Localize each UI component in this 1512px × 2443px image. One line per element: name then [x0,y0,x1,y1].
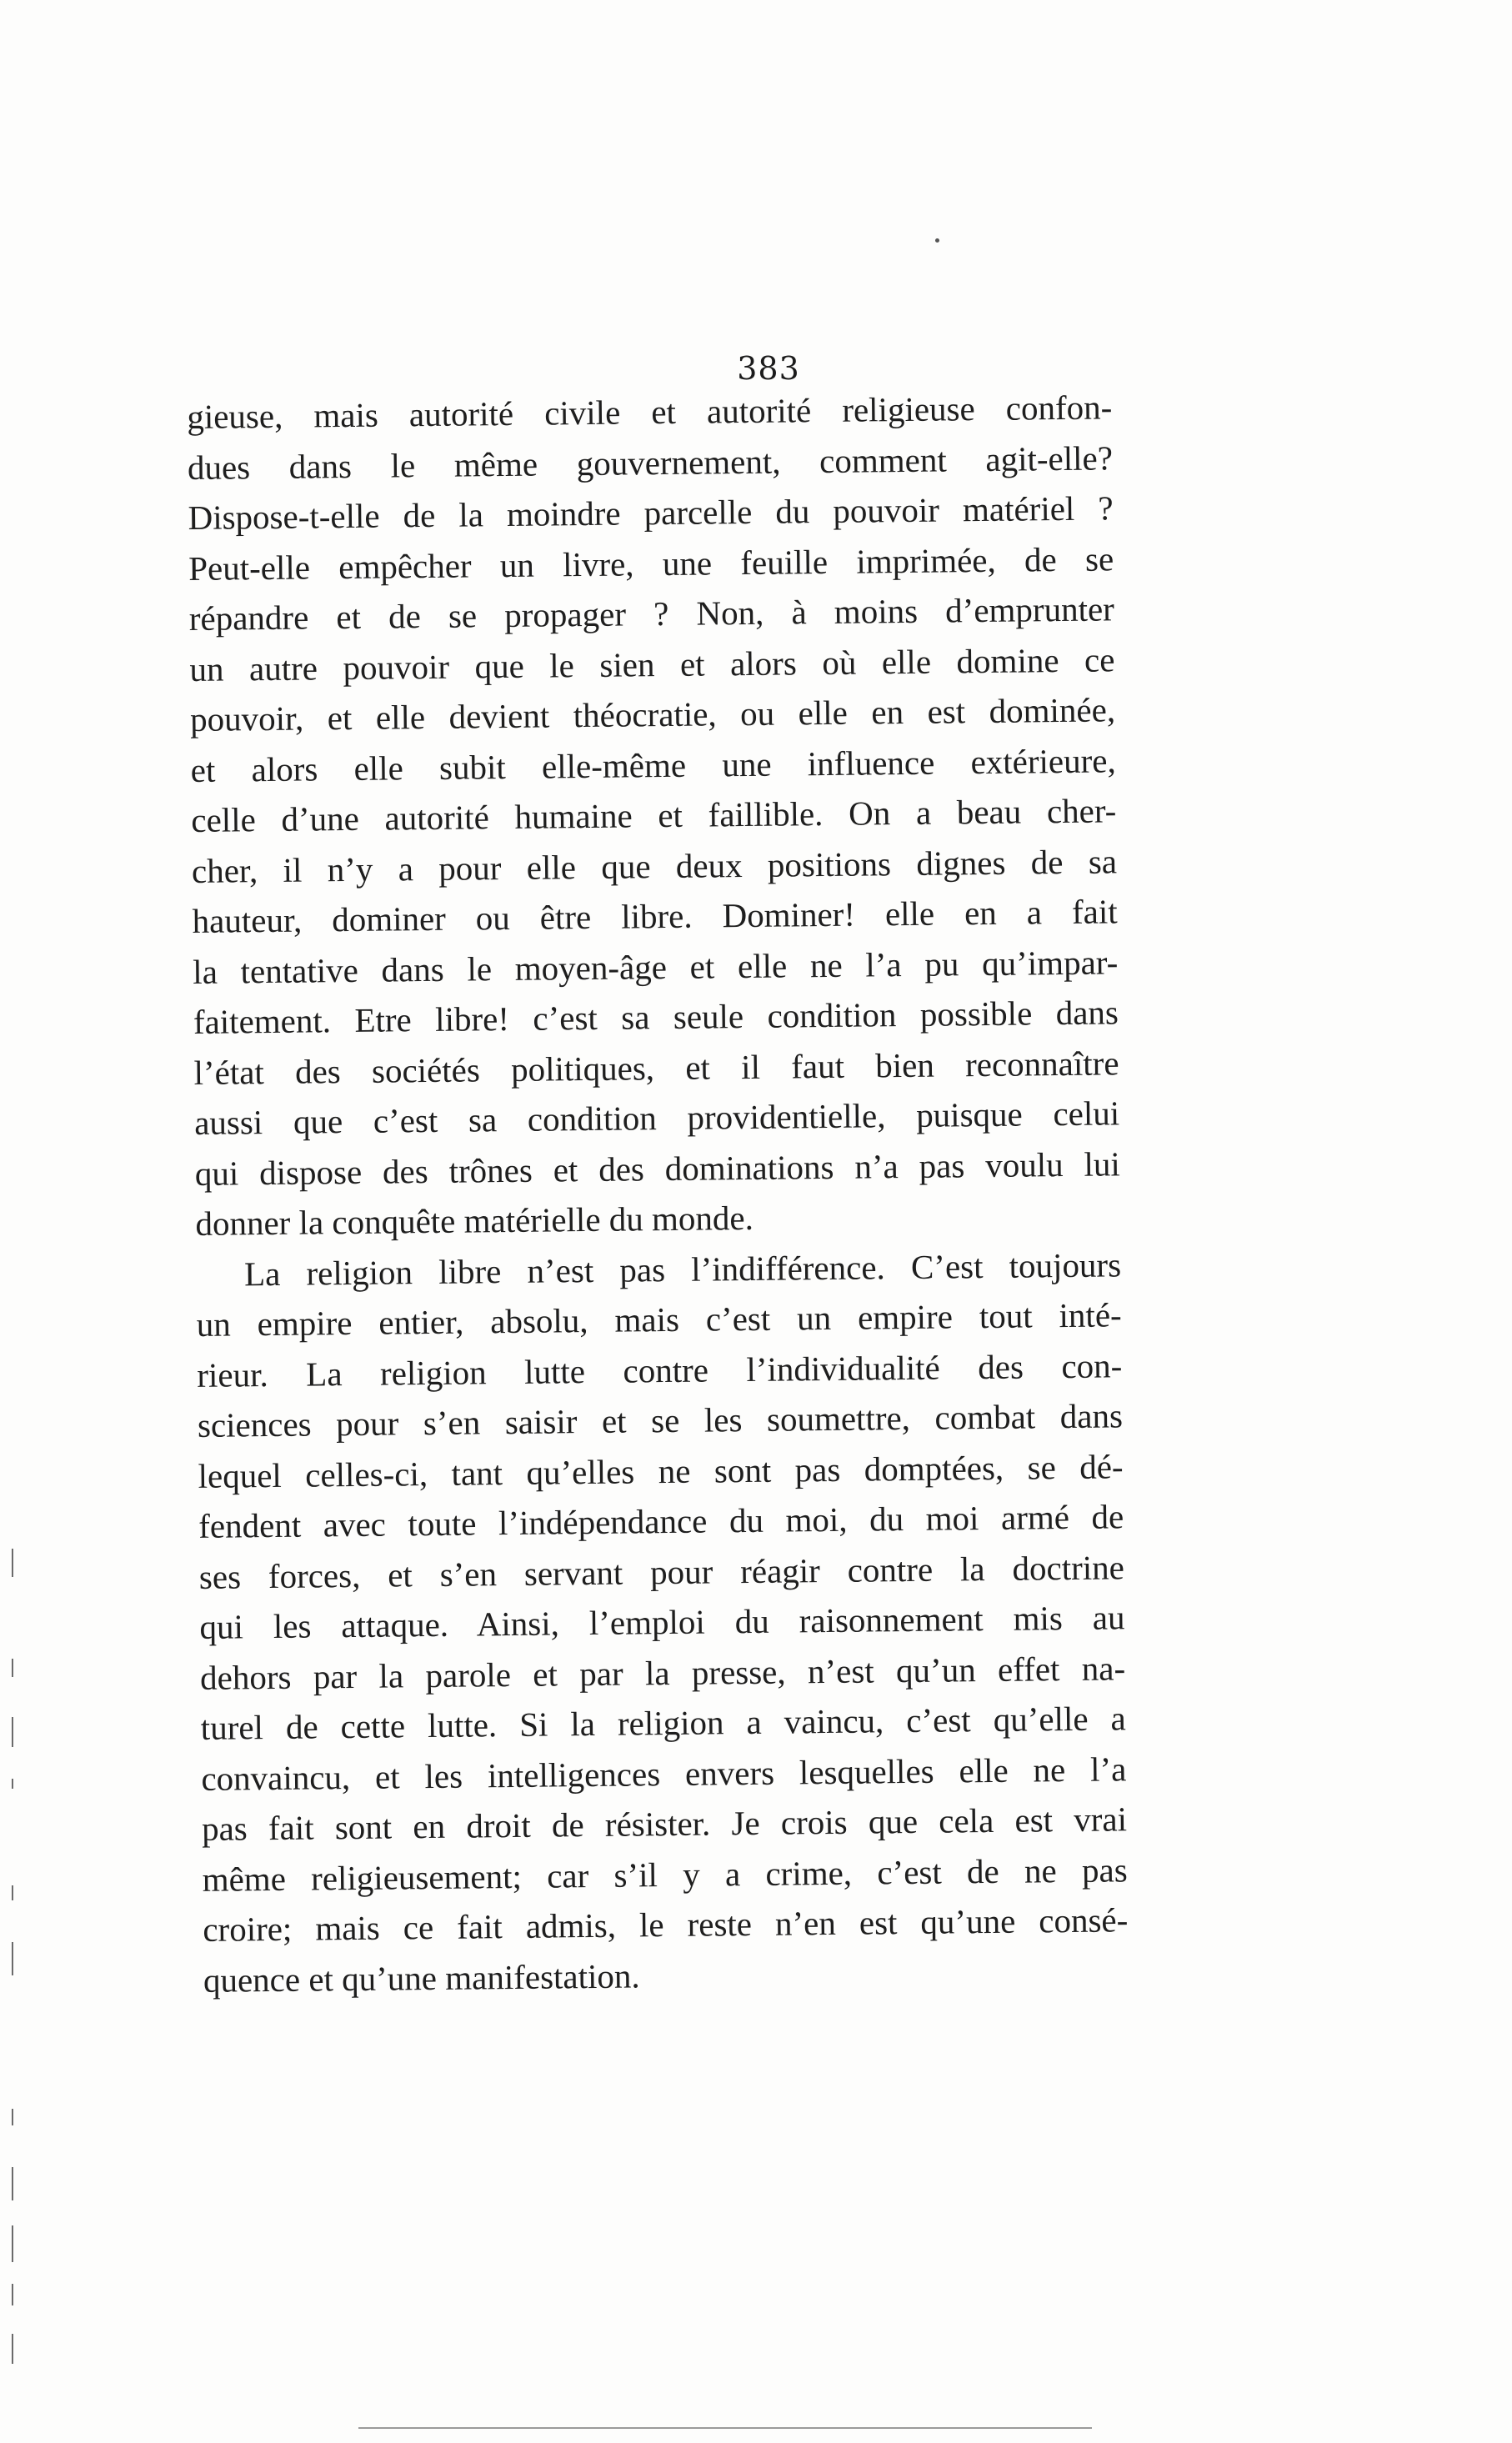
text-line: qui dispose des trônes et des dominations n’a pas voulu lui [194,1144,1120,1193]
text-line: hauteur, dominer ou être libre. Dominer! elle en a fait [192,892,1118,940]
scan-mark [12,1717,13,1747]
text-line: qui les attaque. Ainsi, l’emploi du raisonnement mis au [199,1598,1125,1646]
text-line: même religieusement; car s’il y a crime, c’est de ne pas [202,1850,1128,1899]
text-line: fendent avec toute l’indépendance du moi, du moi armé de [198,1497,1124,1545]
text-line: pouvoir, et elle devient théocratie, ou elle en est dominée, [189,690,1116,738]
paragraph-2 [196,1239,1129,2005]
text-line: dehors par la parole et par la presse, n’est qu’un effet na- [199,1648,1126,1697]
scan-mark [12,2225,13,2262]
scan-mark [12,1779,13,1789]
text-line: croire; mais ce fait admis, le reste n’en est qu’une consé- [203,1900,1129,1949]
scan-mark [12,2334,13,2364]
text-line: Peut-elle empêcher un livre, une feuille imprimée, de se [188,538,1114,588]
text-line: quence et qu’une manifestation. [203,1955,640,2000]
text-line: ses forces, et s’en servant pour réagir contre la doctrine [198,1547,1125,1596]
body-text [187,382,1129,2005]
paragraph-1 [187,382,1121,1249]
text-line: la tentative dans le moyen-âge et elle ne l’a pu qu’impar- [193,942,1119,991]
scan-mark [12,2109,13,2125]
scan-mark [12,1885,13,1900]
scan-mark [12,2284,13,2305]
scan-mark [12,2167,13,2200]
text-line: dues dans le même gouvernement, comment agit-elle? [187,438,1114,487]
text-line: aussi que c’est sa condition providentielle, puisque celui [193,1094,1120,1142]
text-line: donner la conquête matérielle du monde. [195,1198,754,1243]
text-line: répandre et de se propager ? Non, à moins d’emprunter [188,589,1115,638]
scan-mark [12,1549,13,1577]
text-line: celle d’une autorité humaine et faillible. On a beau cher- [191,791,1117,839]
text-line: un empire entier, absolu, mais c’est un empire tout inté- [196,1295,1122,1344]
text-line: et alors elle subit elle-même une influence extérieure, [190,740,1116,789]
text-line: l’état des sociétés politiques, et il faut bien reconnaître [193,1043,1119,1092]
ink-speck [935,238,939,243]
scan-mark [12,1942,13,1975]
text-line: convaincu, et les intelligences envers lesquelles elle ne l’a [201,1749,1127,1798]
text-line: La religion libre n’est pas l’indifférence. C’est toujours [243,1244,1122,1293]
scan-bottom-rule [358,2427,1092,2429]
scan-mark [12,1659,13,1677]
text-line: sciences pour s’en saisir et se les soumettre, combat dans [197,1396,1124,1444]
text-line: gieuse, mais autorité civile et autorité religieuse confon- [187,388,1113,436]
text-line: Dispose-t-elle de la moindre parcelle du pouvoir matériel ? [188,488,1114,537]
text-line: rieur. La religion lutte contre l’individualité des con- [197,1345,1123,1394]
text-line: pas fait sont en droit de résister. Je crois que cela est vrai [201,1800,1128,1848]
text-line: turel de cette lutte. Si la religion a vaincu, c’est qu’elle a [200,1699,1126,1747]
text-line: un autre pouvoir que le sien et alors où elle domine ce [189,639,1115,688]
text-line: cher, il n’y a pour elle que deux positions dignes de sa [191,841,1118,890]
page-number: 383 [737,350,800,387]
scan-margin-marks [0,0,33,2443]
text-line: faitement. Etre libre! c’est sa seule condition possible dans [193,993,1119,1041]
text-line: lequel celles-ci, tant qu’elles ne sont pas domptées, se dé- [198,1446,1124,1495]
